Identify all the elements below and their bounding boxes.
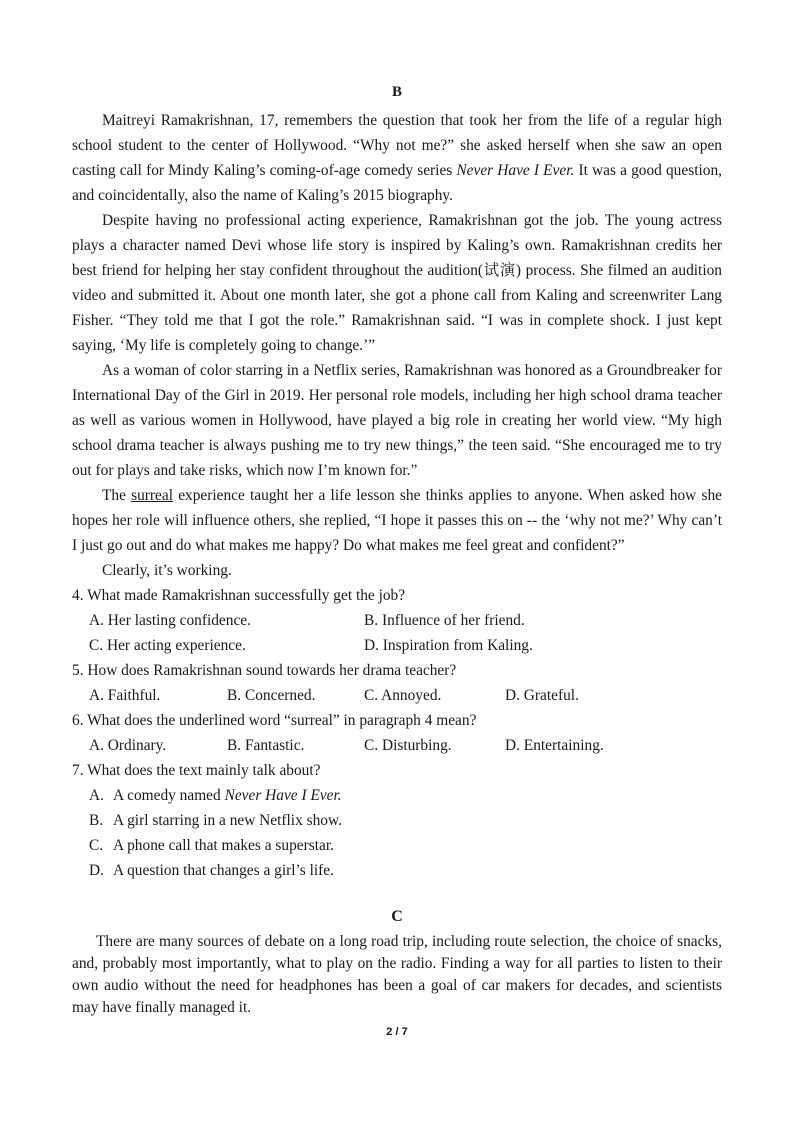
- question-7-option-c: [89, 833, 334, 858]
- series-title-italic: Never Have I Ever.: [456, 162, 575, 179]
- question-6-option-c: C. Disturbing.: [364, 737, 452, 754]
- option-text: A phone call that makes a superstar.: [113, 837, 334, 854]
- question-6-option-b: B. Fantastic.: [227, 737, 305, 754]
- question-4-stem: 4. What made Ramakrishnan successfully get the job?: [72, 587, 406, 604]
- question-5-option-a: A. Faithful.: [89, 687, 161, 704]
- question-5-option-c: C. Annoyed.: [364, 687, 442, 704]
- section-c-heading: C: [391, 908, 403, 925]
- question-6-option-a: A. Ordinary.: [89, 737, 167, 754]
- underlined-word: surreal: [131, 487, 173, 504]
- section-c-paragraph-1: There are many sources of debate on a long road trip, including route selection, the choice of snacks, and, probably most importantly, what to play on the radio. Finding a way for all parties to listen to their own audio without the need for headphones has been a goal of car makers for decades, and scientists may have finally managed it.: [72, 933, 722, 1016]
- question-7-stem: 7. What does the text mainly talk about?: [72, 762, 321, 779]
- section-b-paragraph-1: [72, 108, 722, 208]
- page-number: 2 / 7: [386, 1026, 408, 1038]
- question-7-option-a: [89, 783, 342, 808]
- option-label: B.: [89, 812, 104, 829]
- question-6-options-row: [89, 733, 729, 758]
- question-4-options-row-2: [89, 633, 729, 658]
- paragraph-text: Maitreyi Ramakrishnan, 17, remembers the question that took her from the life of a regular high school student to the center of Hollywood. “Why not me?” she asked herself when she saw an open casting call for Mindy Kaling’s coming-of-age comedy series: [72, 112, 722, 179]
- section-b-paragraph-2: Despite having no professional acting experience, Ramakrishnan got the job. The young actress plays a character named Devi whose life story is inspired by Kaling’s own. Ramakrishnan credits her best friend for helping her stay confident throughout the audition(试演) process. She filmed an audition video and submitted it. About one month later, she got a phone call from Kaling and screenwriter Lang Fisher. “They told me that I got the role.” Ramakrishnan said. “I was in complete shock. I just kept saying, ‘My life is completely going to change.’”: [72, 212, 722, 354]
- question-5-stem: 5. How does Ramakrishnan sound towards her drama teacher?: [72, 662, 457, 679]
- question-4-option-d: D. Inspiration from Kaling.: [364, 637, 533, 654]
- question-4-option-a: A. Her lasting confidence.: [89, 612, 251, 629]
- question-5-option-d: D. Grateful.: [505, 687, 579, 704]
- option-text-italic: Never Have I Ever.: [224, 787, 342, 804]
- question-5-option-b: B. Concerned.: [227, 687, 316, 704]
- paragraph-text: experience taught her a life lesson she thinks applies to anyone. When asked how she hopes her role will influence others, she replied, “I hope it passes this on -- the ‘why not me?’ Why can’t I just go out and do what makes me happy? Do what makes me feel great and confident?”: [72, 487, 722, 554]
- paragraph-text: It was a good question, and coincidentally, also the name of Kaling’s 2015 biography.: [72, 162, 722, 204]
- option-label: C.: [89, 837, 104, 854]
- question-7-option-b: [89, 808, 342, 833]
- section-b-paragraph-5: Clearly, it’s working.: [102, 562, 232, 579]
- option-text: A girl starring in a new Netflix show.: [113, 812, 342, 829]
- section-b-heading: B: [391, 84, 402, 100]
- option-text: A question that changes a girl’s life.: [113, 862, 334, 879]
- section-b-paragraph-3: As a woman of color starring in a Netflix series, Ramakrishnan was honored as a Groundbreaker for International Day of the Girl in 2019. Her personal role models, including her high school drama teacher as well as various women in Hollywood, have played a big role in creating her world view. “My high school drama teacher is always pushing me to try new things,” the teen said. “She encouraged me to try out for plays and take risks, which now I’m known for.”: [72, 362, 722, 479]
- question-5-options-row: [89, 683, 729, 708]
- section-b-paragraph-4: [72, 483, 722, 558]
- paragraph-text: The: [102, 487, 132, 504]
- question-6-stem: 6. What does the underlined word “surreal” in paragraph 4 mean?: [72, 712, 477, 729]
- question-7-option-d: [89, 858, 334, 883]
- question-6-option-d: D. Entertaining.: [505, 737, 604, 754]
- question-4-options-row-1: [89, 608, 729, 633]
- option-label: A.: [89, 787, 104, 804]
- question-4-option-c: C. Her acting experience.: [89, 637, 246, 654]
- option-text: A comedy named: [113, 787, 225, 804]
- question-4-option-b: B. Influence of her friend.: [364, 612, 525, 629]
- option-label: D.: [89, 862, 104, 879]
